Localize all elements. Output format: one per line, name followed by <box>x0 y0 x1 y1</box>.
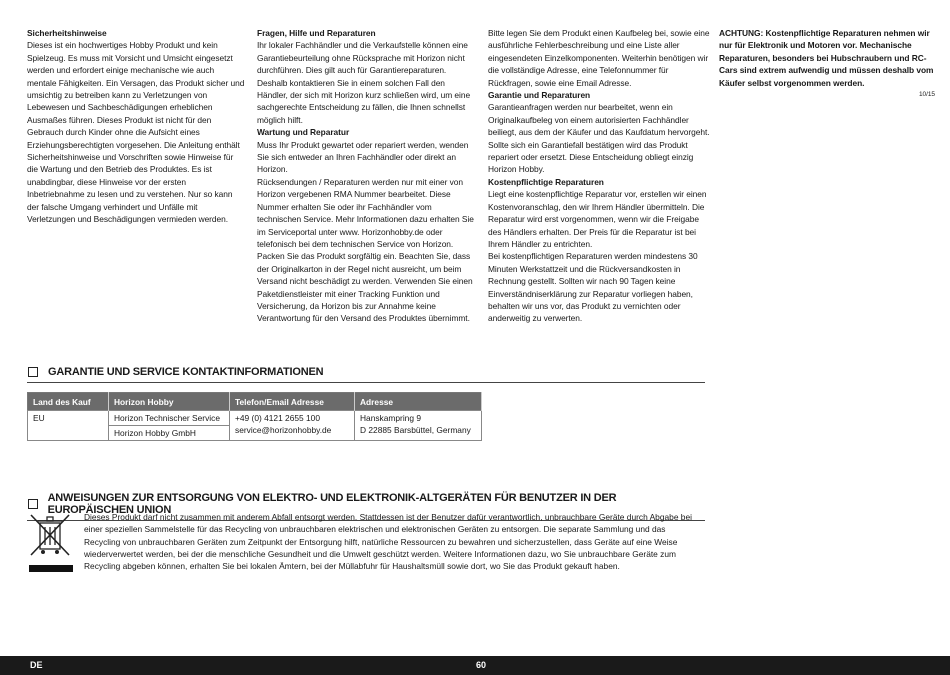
column-safety <box>27 27 245 226</box>
column-help <box>257 27 477 325</box>
table-row <box>28 411 482 426</box>
text-receipt: Bitte legen Sie dem Produkt einen Kaufbeleg bei, sowie eine ausführliche Fehlerbeschreibung und eine Liste aller eingesendeten Einzelkomponenten. Weiterhin benötigen wir die vollständige Adresse, eine Telefonnummer für Rückfragen, sowie eine Email Adresse. <box>488 28 710 88</box>
text-returns: Rücksendungen / Reparaturen werden nur mit einer von Horizon vergebenen RMA Nummer bearbeitet. Diese Nummer erhalten Sie oder ihr Fachhändler vom technischen Service. Mehr Informationen dazu erhalten Sie im Serviceportal unter www. Horizonhobby.de oder telefonisch bei dem technischen Service von Horizon. <box>257 176 474 249</box>
heading-safety: Sicherheitshinweise <box>27 28 107 38</box>
phone-value: +49 (0) 4121 2655 100 <box>235 413 320 423</box>
contact-table <box>27 392 482 441</box>
city-value: D 22885 Barsbüttel, Germany <box>360 425 471 435</box>
col-header-country: Land des Kauf <box>28 393 109 411</box>
disposal-text: Dieses Produkt darf nicht zusammen mit anderem Abfall entsorgt werden. Stattdessen ist der Benutzer dafür verantwortlich, unbrauchbare Geräte durch Abgabe bei einer speziellen Sammelstelle für das Recycling von unbrauchbaren elektrischen und elektronischen Geräten zu entsorgen. Die separate Sammlung und das Recycling von unbrauchbaren Geräten zum Zeitpunkt der Entsorgung hilft, natürliche Ressourcen zu bewahren und sicherzustellen, dass Geräte auf eine Weise wiederverwertet werden, bei der die menschliche Gesundheit und die Umwelt geschützt werden. Weitere Informationen dazu, wo Sie unbrauchbare Geräte zum Recycling abgeben können, erhalten Sie bei lokalen Ämtern, bei der Müllabfuhr für Haushaltsmüll sowie dort, wo Sie das Produkt gekauft haben. <box>84 512 692 572</box>
col-header-phone-email: Telefon/Email Adresse <box>230 393 355 411</box>
text-packing: Packen Sie das Produkt sorgfältig ein. Beachten Sie, dass der Originalkarton in der Regel nicht ausreicht, um beim Versand nicht beschädigt zu werden. Verwenden Sie einen Paketdienstleister mit einer Tracking Funktion und Versicherung, da Horizon bis zur Annahme keine Verantwortung für den Versand des Produktes übernimmt. <box>257 251 473 324</box>
page-number: 60 <box>476 660 487 670</box>
page-footer <box>0 656 950 675</box>
country-value: EU <box>33 413 45 423</box>
contact-title: GARANTIE UND SERVICE KONTAKTINFORMATIONEN <box>48 366 324 378</box>
text-paid-repairs-terms: Bei kostenpflichtigen Reparaturen werden mindestens 30 Minuten Werkstattzeit und die Rückversandkosten in Rechnung gestellt. Sollten wir nach 90 Tagen keine Einverständniserklärung zur Reparatur vorliegen haben, behalten wir uns vor, das Produkt zu vernichten oder anderweitig zu verwerten. <box>488 251 698 324</box>
section-title-contact <box>27 366 705 383</box>
column-warranty <box>488 27 710 325</box>
heading-maintenance: Wartung und Reparatur <box>257 127 350 138</box>
cell-company-gmbh: Horizon Hobby GmbH <box>109 426 230 441</box>
col-header-address: Adresse <box>355 393 482 411</box>
text-help: Ihr lokaler Fachhändler und die Verkaufstelle können eine Garantiebeurteilung ohne Rücksprache mit Horizon nicht durchführen. Dies gilt auch für Garantiereparaturen. Deshalb kontaktieren Sie in einem solchen Fall den Händler, der sich mit Horizon kurz schließen wird, um eine sachgerechte Entscheidung zu fällen, die Ihnen schnellst möglich hilft. <box>257 40 471 125</box>
street-value: Hanskampring 9 <box>360 413 421 423</box>
disposal-title: ANWEISUNGEN ZUR ENTSORGUNG VON ELEKTRO- UND ELEKTRONIK-ALTGERÄTEN FÜR BENUTZER IN DER EUROPÄISCHEN UNION <box>47 492 617 516</box>
text-warranty: Garantieanfragen werden nur bearbeitet, wenn ein Originalkaufbeleg von einem autorisierten Fachhändler beiliegt, aus dem der Käufer und das Kaufdatum hervorgeht. Sollte sich ein Garantiefall bestätigen wird das Produkt repariert oder ersetzt. Diese Entscheidung obliegt einzig Horizon Hobby. <box>488 102 710 175</box>
cell-phone-email <box>230 411 355 441</box>
table-header-row <box>28 393 482 411</box>
heading-help: Fragen, Hilfe und Reparaturen <box>257 28 376 38</box>
weee-crossed-bin-icon <box>27 511 75 573</box>
checkbox-bullet-icon <box>28 367 38 377</box>
text-safety: Dieses ist ein hochwertiges Hobby Produkt und kein Spielzeug. Es muss mit Vorsicht und Umsicht eingesetzt werden und erfordert einige mechanische wie auch mentale Fähigkeiten. Ein Versagen, das Produkt sicher und umsichtig zu betreiben kann zu Verletzungen von Lebewesen und Sachbeschädigungen erheblichen Ausmaßes führen. Dieses Produkt ist nicht für den Gebrauch durch Kinder ohne die Aufsicht eines Erziehungsberechtigten vorgesehen. Die Anleitung enthält Sicherheitshinweise und Vorschriften sowie Hinweise für die Wartung und den Betrieb des Produktes. Es ist unabdingbar, diese Hinweise vor der ersten Inbetriebnahme zu lesen und zu verstehen. Nur so kann der falsche Umgang verhindert und Unfälle mit Verletzungen und Beschädigungen vermieden werden. <box>27 40 245 225</box>
col-header-company: Horizon Hobby <box>109 393 230 411</box>
text-maintenance: Muss Ihr Produkt gewartet oder repariert werden, wenden Sie sich entweder an Ihren Fachhändler oder direkt an Horizon. <box>257 139 469 175</box>
text-paid-repairs: Liegt eine kostenpflichtige Reparatur vor, erstellen wir einen Kostenvoranschlag, den wir Ihrem Händler übermitteln. Die Reparatur wird erst vorgenommen, wenn wir die Freigabe des Händlers erhalten. Der Preis für die Reparatur ist bei Ihrem Händler zu entrichten. <box>488 189 707 249</box>
checkbox-bullet-icon <box>28 499 38 509</box>
cell-country <box>28 411 109 441</box>
cell-address <box>355 411 482 441</box>
email-value: service@horizonhobby.de <box>235 425 332 435</box>
language-code: DE <box>30 660 43 670</box>
warning-text: ACHTUNG: Kostenpflichtige Reparaturen nehmen wir nur für Elektronik und Motoren vor. Mechanische Reparaturen, besonders bei Hubschraubern und RC-Cars sind extrem aufwendig und müssen deshalb vom Käufer selbst vorgenommen werden. <box>719 28 934 88</box>
column-warning <box>719 27 935 101</box>
revision-ref: 10/15 <box>918 91 935 99</box>
heading-warranty: Garantie und Reparaturen <box>488 90 591 101</box>
cell-company-service: Horizon Technischer Service <box>109 411 230 426</box>
heading-paid-repairs: Kostenpflichtige Reparaturen <box>488 176 604 187</box>
